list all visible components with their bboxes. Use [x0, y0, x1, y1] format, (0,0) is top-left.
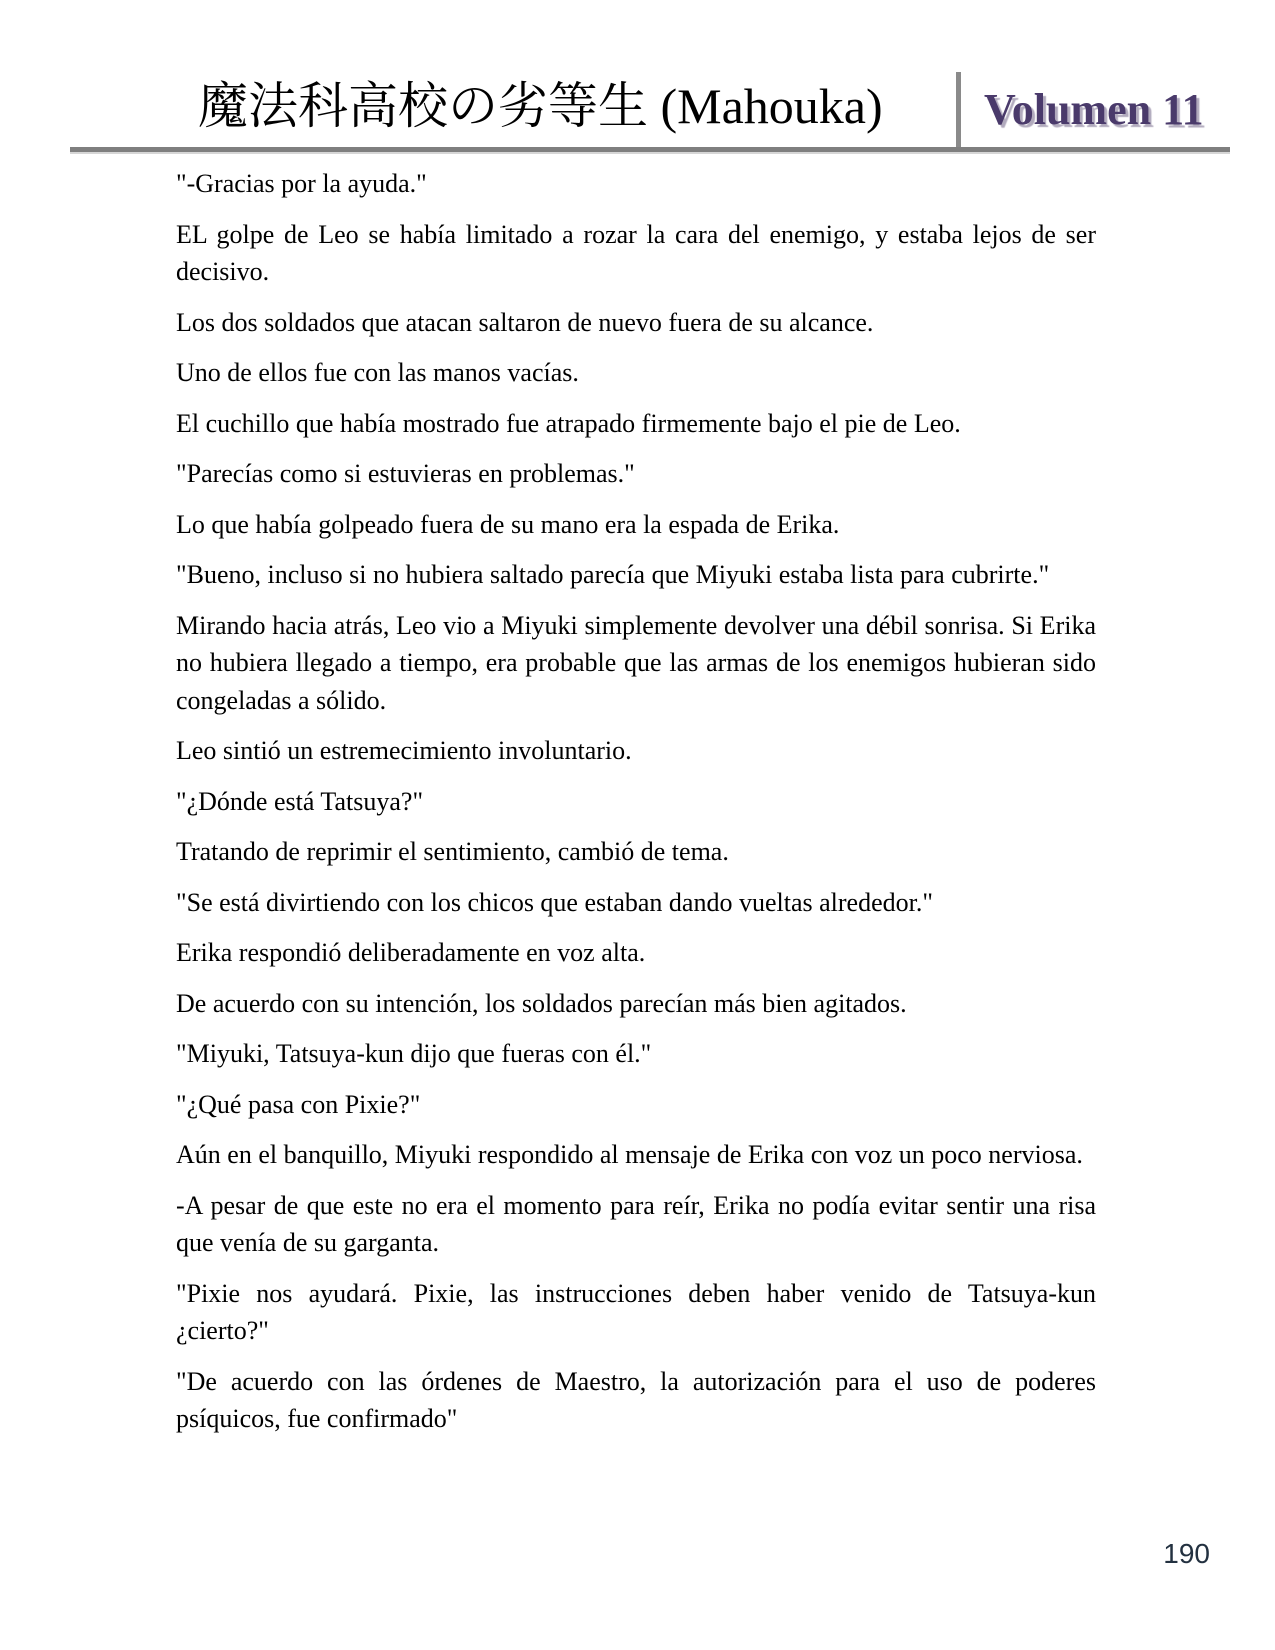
paragraph: "¿Dónde está Tatsuya?"	[176, 786, 424, 816]
paragraph: Uno de ellos fue con las manos vacías.	[176, 358, 579, 387]
body-text	[176, 165, 1096, 1451]
document-title: 魔法科高校の劣等生 (Mahouka)	[198, 78, 883, 134]
paragraph: Mirando hacia atrás, Leo vio a Miyuki simplemente devolver una débil sonrisa. Si Erika no hubiera llegado a tiempo, era probable que las armas de los enemigos hubieran sido congeladas a sólido.	[176, 610, 1096, 715]
paragraph: Los dos soldados que atacan saltaron de nuevo fuera de su alcance.	[176, 307, 874, 337]
volume-label: Volumen 11	[984, 85, 1204, 134]
paragraph: -A pesar de que este no era el momento para reír, Erika no podía evitar sentir una risa que venía de su garganta.	[176, 1190, 1096, 1257]
volume-divider-bar	[956, 72, 961, 148]
paragraph: EL golpe de Leo se había limitado a rozar la cara del enemigo, y estaba lejos de ser decisivo.	[176, 219, 1096, 286]
page-number: 190	[1163, 1538, 1210, 1569]
paragraph: El cuchillo que había mostrado fue atrapado firmemente bajo el pie de Leo.	[176, 408, 961, 438]
paragraph: Lo que había golpeado fuera de su mano era la espada de Erika.	[176, 509, 840, 539]
paragraph: Erika respondió deliberadamente en voz alta.	[176, 938, 646, 967]
paragraph: "Pixie nos ayudará. Pixie, las instrucciones deben haber venido de Tatsuya-kun ¿cierto?"	[176, 1278, 1096, 1345]
paragraph: "Se está divirtiendo con los chicos que estaban dando vueltas alrededor."	[176, 887, 933, 917]
paragraph: "Miyuki, Tatsuya-kun dijo que fueras con él."	[176, 1039, 652, 1068]
paragraph: Tratando de reprimir el sentimiento, cambió de tema.	[176, 837, 729, 866]
paragraph: Leo sintió un estremecimiento involuntario.	[176, 736, 632, 765]
paragraph: "Bueno, incluso si no hubiera saltado parecía que Miyuki estaba lista para cubrirte."	[176, 560, 1050, 589]
paragraph: De acuerdo con su intención, los soldados parecían más bien agitados.	[176, 988, 907, 1018]
paragraph: Aún en el banquillo, Miyuki respondido al mensaje de Erika con voz un poco nerviosa.	[176, 1140, 1083, 1169]
paragraph: "De acuerdo con las órdenes de Maestro, la autorización para el uso de poderes psíquicos, fue confirmado"	[176, 1366, 1096, 1433]
header-rule	[70, 147, 1230, 154]
paragraph: "¿Qué pasa con Pixie?"	[176, 1089, 421, 1119]
paragraph: "-Gracias por la ayuda."	[176, 169, 427, 198]
paragraph: "Parecías como si estuvieras en problemas."	[176, 459, 635, 488]
